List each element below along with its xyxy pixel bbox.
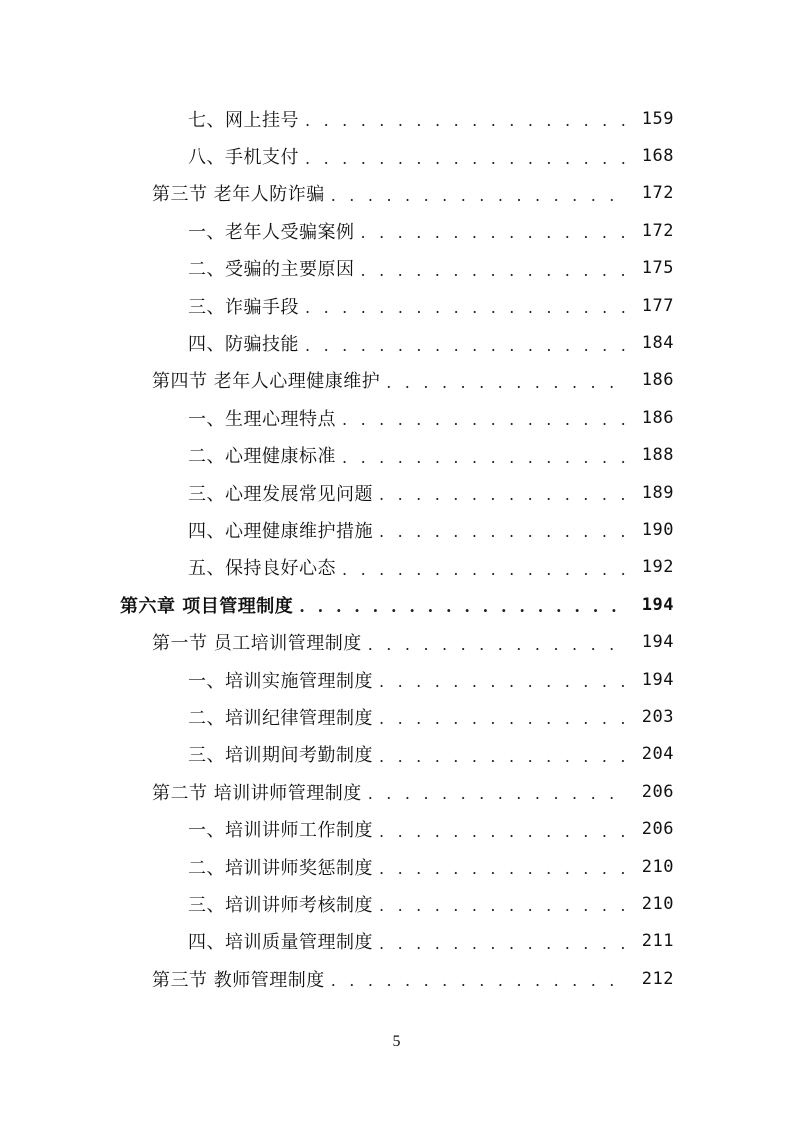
toc-subsection-entry[interactable] bbox=[0, 923, 793, 960]
toc-dot-leader bbox=[379, 672, 628, 691]
toc-entry-title: 八、手机支付 bbox=[188, 147, 299, 169]
toc-subsection-entry[interactable] bbox=[0, 698, 793, 735]
toc-subsection-entry[interactable] bbox=[0, 474, 793, 511]
toc-entry-title: 五、保持良好心态 bbox=[188, 558, 336, 580]
toc-entry-title: 第二节 培训讲师管理制度 bbox=[152, 782, 362, 804]
toc-entry-page-number: 172 bbox=[641, 220, 674, 241]
toc-entry-page-number: 172 bbox=[641, 183, 674, 204]
toc-entry-page-number: 175 bbox=[641, 258, 674, 279]
toc-dot-leader bbox=[379, 822, 628, 841]
toc-entry-page-number: 210 bbox=[641, 893, 674, 914]
toc-entry-title: 四、培训质量管理制度 bbox=[188, 932, 373, 954]
toc-subsection-entry[interactable] bbox=[0, 100, 793, 137]
toc-section-entry[interactable] bbox=[0, 623, 793, 660]
toc-entry-page-number: 194 bbox=[641, 632, 674, 653]
toc-dot-leader bbox=[386, 373, 628, 392]
toc-subsection-entry[interactable] bbox=[0, 212, 793, 249]
toc-entry-title: 第六章 项目管理制度 bbox=[120, 595, 294, 617]
toc-entry-page-number: 190 bbox=[641, 519, 674, 540]
toc-section-entry[interactable] bbox=[0, 960, 793, 997]
toc-entry-page-number: 204 bbox=[641, 744, 674, 765]
toc-chapter-entry[interactable] bbox=[0, 586, 793, 623]
toc-entry-title: 二、心理健康标准 bbox=[188, 446, 336, 468]
toc-dot-leader bbox=[342, 410, 628, 429]
toc-subsection-entry[interactable] bbox=[0, 250, 793, 287]
toc-section-entry[interactable] bbox=[0, 773, 793, 810]
toc-subsection-entry[interactable] bbox=[0, 437, 793, 474]
toc-entry-page-number: 194 bbox=[641, 594, 674, 615]
toc-dot-leader bbox=[342, 560, 628, 579]
toc-entry-page-number: 203 bbox=[641, 706, 674, 727]
toc-entry-title: 二、培训纪律管理制度 bbox=[188, 707, 373, 729]
toc-dot-leader bbox=[342, 448, 628, 467]
toc-dot-leader bbox=[331, 186, 628, 205]
toc-entry-page-number: 206 bbox=[641, 819, 674, 840]
toc-dot-leader bbox=[379, 747, 628, 766]
toc-subsection-entry[interactable] bbox=[0, 810, 793, 847]
toc-entry-page-number: 211 bbox=[641, 931, 674, 952]
toc-entry-title: 第一节 员工培训管理制度 bbox=[152, 633, 362, 655]
toc-dot-leader bbox=[379, 859, 628, 878]
toc-dot-leader bbox=[368, 635, 628, 654]
toc-subsection-entry[interactable] bbox=[0, 661, 793, 698]
toc-entry-title: 一、培训讲师工作制度 bbox=[188, 820, 373, 842]
toc-entry-page-number: 206 bbox=[641, 781, 674, 802]
toc-dot-leader bbox=[379, 934, 628, 953]
toc-entry-page-number: 186 bbox=[641, 370, 674, 391]
table-of-contents bbox=[0, 100, 793, 997]
page-number: 5 bbox=[392, 1033, 401, 1050]
toc-entry-title: 第四节 老年人心理健康维护 bbox=[152, 371, 381, 393]
toc-subsection-entry[interactable] bbox=[0, 549, 793, 586]
toc-entry-title: 一、培训实施管理制度 bbox=[188, 670, 373, 692]
toc-dot-leader bbox=[305, 149, 628, 168]
toc-dot-leader bbox=[305, 336, 628, 355]
toc-entry-page-number: 212 bbox=[641, 968, 674, 989]
toc-dot-leader bbox=[361, 261, 629, 280]
toc-entry-page-number: 194 bbox=[641, 669, 674, 690]
toc-entry-title: 四、心理健康维护措施 bbox=[188, 520, 373, 542]
toc-entry-page-number: 192 bbox=[641, 557, 674, 578]
toc-dot-leader bbox=[379, 896, 628, 915]
toc-dot-leader bbox=[331, 971, 628, 990]
toc-entry-title: 第三节 老年人防诈骗 bbox=[152, 184, 325, 206]
toc-entry-page-number: 177 bbox=[641, 295, 674, 316]
toc-entry-title: 三、培训讲师考核制度 bbox=[188, 894, 373, 916]
toc-dot-leader bbox=[299, 597, 628, 616]
toc-entry-title: 一、生理心理特点 bbox=[188, 408, 336, 430]
toc-dot-leader bbox=[361, 223, 629, 242]
toc-dot-leader bbox=[368, 784, 628, 803]
toc-entry-page-number: 159 bbox=[641, 108, 674, 129]
toc-subsection-entry[interactable] bbox=[0, 885, 793, 922]
toc-subsection-entry[interactable] bbox=[0, 399, 793, 436]
toc-subsection-entry[interactable] bbox=[0, 511, 793, 548]
toc-dot-leader bbox=[379, 485, 628, 504]
toc-entry-page-number: 184 bbox=[641, 333, 674, 354]
toc-subsection-entry[interactable] bbox=[0, 137, 793, 174]
toc-entry-page-number: 189 bbox=[641, 482, 674, 503]
toc-subsection-entry[interactable] bbox=[0, 287, 793, 324]
toc-entry-title: 一、老年人受骗案例 bbox=[188, 221, 355, 243]
toc-section-entry[interactable] bbox=[0, 175, 793, 212]
toc-subsection-entry[interactable] bbox=[0, 324, 793, 361]
toc-entry-title: 四、防骗技能 bbox=[188, 334, 299, 356]
toc-entry-page-number: 188 bbox=[641, 445, 674, 466]
toc-entry-page-number: 186 bbox=[641, 407, 674, 428]
toc-entry-page-number: 168 bbox=[641, 146, 674, 167]
toc-subsection-entry[interactable] bbox=[0, 848, 793, 885]
toc-entry-page-number: 210 bbox=[641, 856, 674, 877]
toc-dot-leader bbox=[379, 522, 628, 541]
toc-entry-title: 三、培训期间考勤制度 bbox=[188, 745, 373, 767]
toc-entry-title: 二、培训讲师奖惩制度 bbox=[188, 857, 373, 879]
toc-dot-leader bbox=[305, 111, 628, 130]
toc-entry-title: 三、诈骗手段 bbox=[188, 296, 299, 318]
toc-subsection-entry[interactable] bbox=[0, 736, 793, 773]
toc-entry-title: 三、心理发展常见问题 bbox=[188, 483, 373, 505]
toc-section-entry[interactable] bbox=[0, 362, 793, 399]
toc-entry-title: 七、网上挂号 bbox=[188, 109, 299, 131]
toc-entry-title: 二、受骗的主要原因 bbox=[188, 259, 355, 281]
toc-dot-leader bbox=[305, 298, 628, 317]
toc-dot-leader bbox=[379, 709, 628, 728]
toc-entry-title: 第三节 教师管理制度 bbox=[152, 969, 325, 991]
